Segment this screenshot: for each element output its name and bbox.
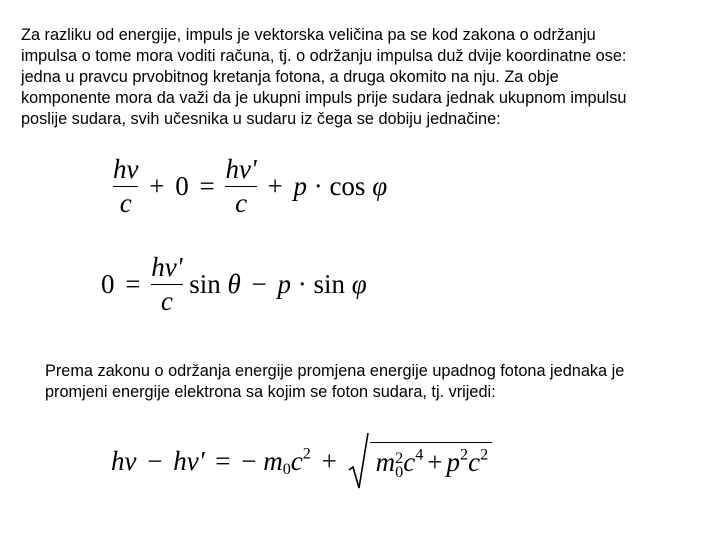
denominator: c xyxy=(119,188,132,218)
fraction-bar xyxy=(225,186,256,187)
superscript-two: 2 xyxy=(460,445,469,464)
subscript-zero: 0 xyxy=(282,459,291,478)
minus-sign: − xyxy=(147,445,163,476)
superscript-two: 2 xyxy=(480,445,489,464)
fraction-h-nu-prime-over-c xyxy=(151,254,182,315)
mass-m: m xyxy=(263,445,283,476)
zero: 0 xyxy=(175,171,189,201)
momentum-equation-x xyxy=(113,156,387,217)
fraction-h-nu-over-c xyxy=(113,156,138,217)
zero: 0 xyxy=(101,269,115,299)
momentum-equation-y xyxy=(101,254,367,315)
speed-c: c xyxy=(403,447,416,478)
subscript-zero: 0 xyxy=(395,463,404,482)
equals-sign: = xyxy=(215,445,231,476)
h-nu-prime: hν' xyxy=(173,445,205,476)
speed-c: c xyxy=(468,447,481,478)
mass-m: m xyxy=(375,447,396,478)
angle-phi: φ xyxy=(372,171,388,201)
numerator: hν xyxy=(113,154,139,184)
square-root xyxy=(348,432,493,490)
plus-sign: + xyxy=(321,445,337,476)
dot-operator: · xyxy=(313,171,323,201)
fraction-bar xyxy=(151,284,182,285)
speed-c: c xyxy=(290,445,303,476)
denominator: c xyxy=(160,286,173,316)
fraction-bar xyxy=(113,186,138,187)
superscript-four: 4 xyxy=(415,445,424,464)
minus-sign: − xyxy=(241,445,257,476)
plus-sign: + xyxy=(267,171,283,201)
plus-sign: + xyxy=(427,447,443,478)
energy-equation xyxy=(111,432,492,492)
superscript-two: 2 xyxy=(302,444,311,463)
sin-function: sin xyxy=(189,269,221,299)
minus-sign: − xyxy=(251,269,267,299)
sin-function: sin xyxy=(313,269,346,299)
numerator: hν' xyxy=(151,252,183,282)
cos-function: cos xyxy=(329,171,366,201)
equals-sign: = xyxy=(125,269,141,299)
plus-sign: + xyxy=(149,171,165,201)
momentum-p: p xyxy=(277,269,292,299)
angle-theta: θ xyxy=(227,269,241,299)
angle-phi: φ xyxy=(351,269,367,299)
h-nu: hν xyxy=(111,445,137,476)
momentum-p: p xyxy=(293,171,307,201)
superscript-two: 2 xyxy=(395,448,404,467)
intro-paragraph: Za razliku od energije, impuls je vektorska veličina pa se kod zakona o održanju impulsa o tome mora voditi računa, tj. o održanju impulsa duž dvije koordinatne ose: jedna u pravcu prvobitnog kretanja fotona, a druga okomito na nju. Za obje komponente mora da važi da je ukupni impuls prije sudara jednak ukupnom impulsu poslije sudara, svih učesnika u sudaru iz čega se dobiju jednačine: xyxy=(21,26,627,128)
momentum-p: p xyxy=(446,447,461,478)
equals-sign: = xyxy=(199,171,215,201)
energy-paragraph: Prema zakonu o održanja energije promjena energije upadnog fotona jednaka je promjeni energije elektrona sa kojim se foton sudara, tj. vrijedi: xyxy=(45,362,625,401)
radicand xyxy=(370,442,493,482)
numerator: hν' xyxy=(225,154,257,184)
dot-operator: · xyxy=(297,269,307,299)
radical-sign-icon xyxy=(348,432,370,490)
denominator: c xyxy=(235,188,248,218)
fraction-h-nu-prime-over-c xyxy=(225,156,256,217)
